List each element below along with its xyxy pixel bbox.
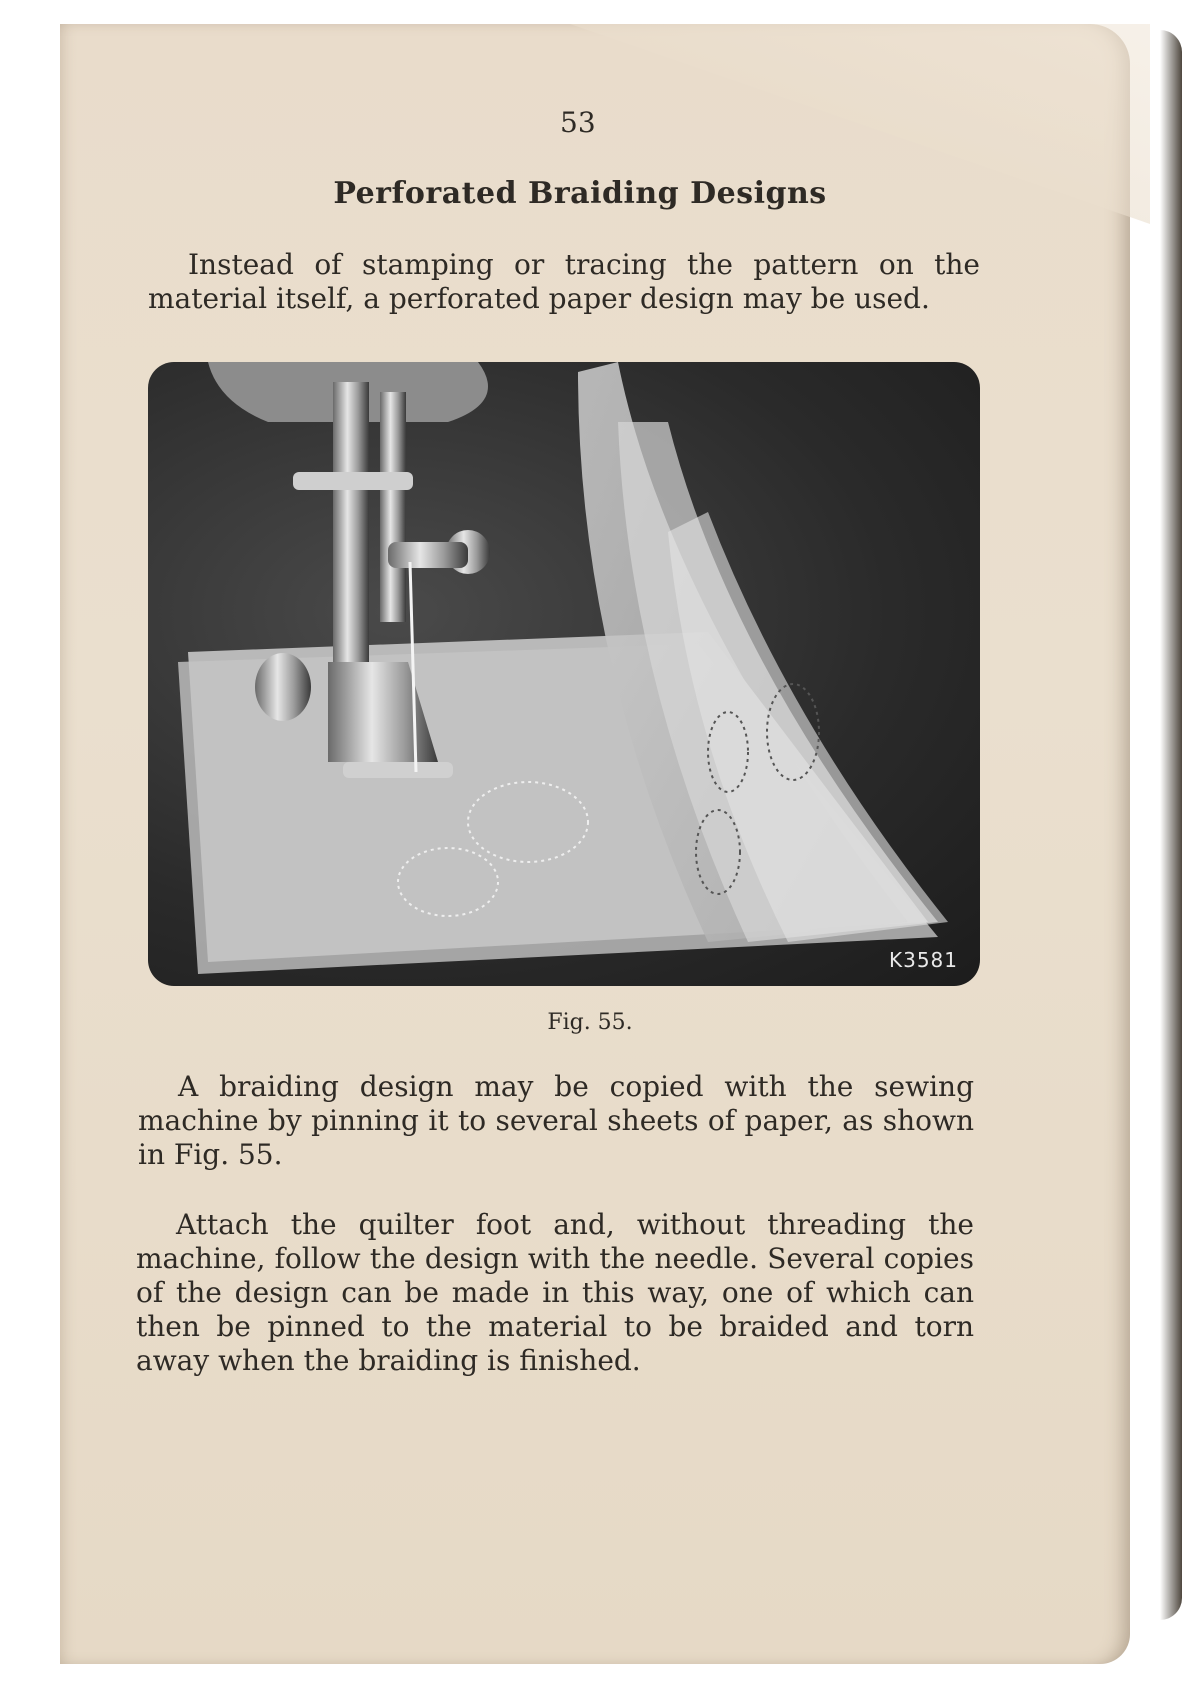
page-number: 53 xyxy=(560,106,596,139)
body-paragraph: Attach the quilter foot and, without threading the machine, follow the design with the needle. Several copies of the design can be made in this way, one of which can then be pinned to the material to be braided and torn away when the braiding is finished. xyxy=(136,1208,974,1377)
figure-photo xyxy=(148,362,980,986)
page-edge-shadow xyxy=(1160,30,1182,1620)
figure-caption: Fig. 55. xyxy=(547,1010,633,1035)
body-paragraph: A braiding design may be copied with the sewing machine by pinning it to several sheets of paper, as shown in Fig. 55. xyxy=(138,1070,974,1171)
figure-code: K3581 xyxy=(888,948,958,972)
intro-paragraph: Instead of stamping or tracing the pattern on the material itself, a perforated paper design may be used. xyxy=(148,248,980,315)
sewing-machine-illustration xyxy=(148,362,980,986)
section-title: Perforated Braiding Designs xyxy=(333,176,827,211)
